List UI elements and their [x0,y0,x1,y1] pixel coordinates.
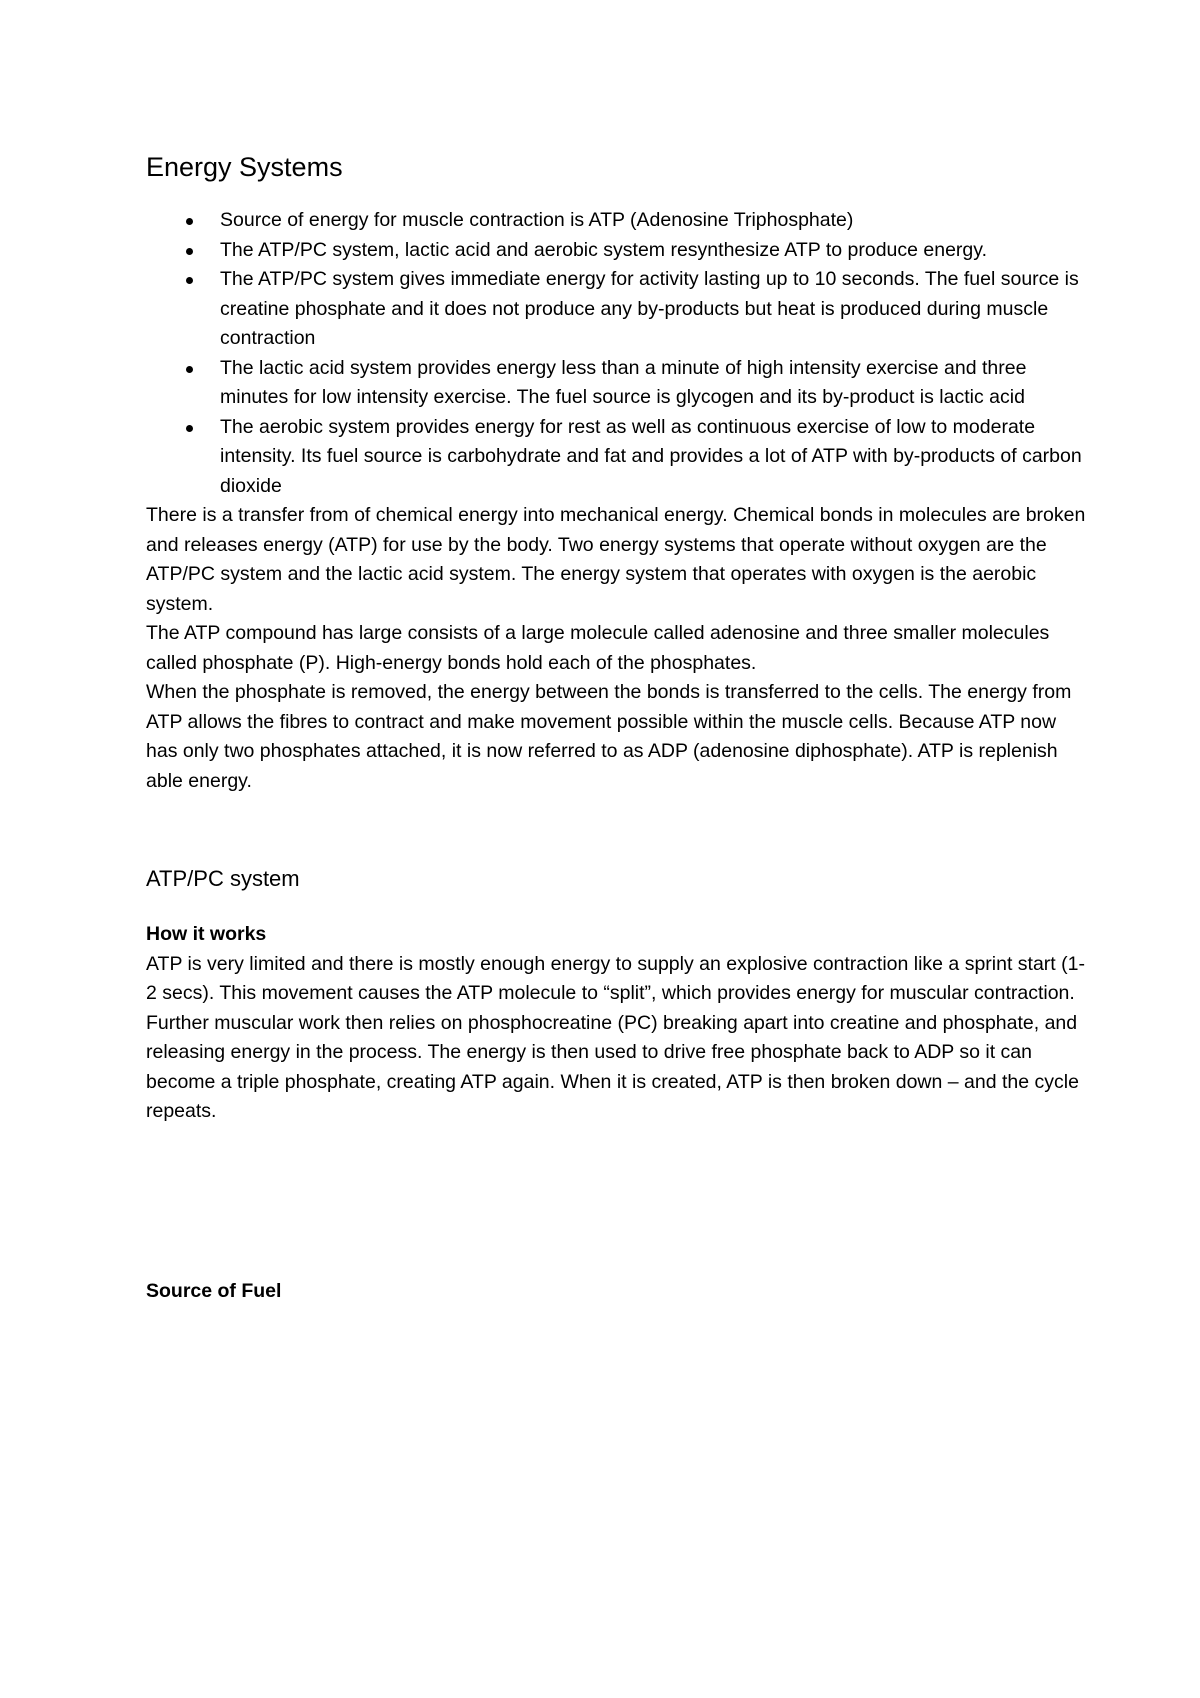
list-item [146,265,1086,354]
list-item-text: The ATP/PC system, lactic acid and aerobic system resynthesize ATP to produce energy. [220,238,987,261]
list-item [146,236,1086,266]
paragraph-phosphate-removal: When the phosphate is removed, the energy between the bonds is transferred to the cells. The energy from ATP allows the fibres to contract and make movement possible within the muscle cells. Because ATP now has only two phosphates attached, it is now referred to as ADP (adenosine diphosphate). ATP is replenish able energy. [146,681,1072,792]
section-heading-atp-pc: ATP/PC system [146,866,300,891]
bullet-icon [186,366,193,373]
bullet-list [146,206,1086,501]
paragraph-atp-compound: The ATP compound has large consists of a large molecule called adenosine and three smaller molecules called phosphate (P). High-energy bonds hold each of the phosphates. [146,622,1050,674]
subheading-how-it-works: How it works [146,923,267,945]
bullet-icon [186,277,193,284]
list-item-text: The aerobic system provides energy for rest as well as continuous exercise of low to moderate intensity. Its fuel source is carbohydrate and fat and provides a lot of ATP with by-products of carbon dioxide [220,415,1082,497]
page-title: Energy Systems [146,152,343,182]
list-item-text: The lactic acid system provides energy less than a minute of high intensity exercise and three minutes for low intensity exercise. The fuel source is glycogen and its by-product is lactic acid [220,356,1027,408]
list-item [146,413,1086,502]
list-item [146,206,1086,236]
list-item [146,354,1086,413]
list-item-text: Source of energy for muscle contraction is ATP (Adenosine Triphosphate) [220,209,854,231]
subheading-source-of-fuel: Source of Fuel [146,1279,282,1302]
bullet-icon [186,248,193,255]
bullet-icon [186,425,193,432]
paragraph-energy-transfer: There is a transfer from of chemical energy into mechanical energy. Chemical bonds in molecules are broken and releases energy (ATP) for use by the body. Two energy systems that operate without oxygen are the ATP/PC system and the lactic acid system. The energy system that operates with oxygen is the aerobic system. [146,504,1086,615]
bullet-icon [186,218,193,225]
paragraph-how-it-works: ATP is very limited and there is mostly enough energy to supply an explosive contraction like a sprint start (1-2 secs). This movement causes the ATP molecule to “split”, which provides energy for muscular contraction. Further muscular work then relies on phosphocreatine (PC) breaking apart into creatine and phosphate, and releasing energy in the process. The energy is then used to drive free phosphate back to ADP so it can become a triple phosphate, creating ATP again. When it is created, ATP is then broken down – and the cycle repeats. [146,952,1085,1122]
list-item-text: The ATP/PC system gives immediate energy for activity lasting up to 10 seconds. The fuel source is creatine phosphate and it does not produce any by-products but heat is produced during muscle contraction [220,268,1079,349]
document-content [146,148,1086,1306]
